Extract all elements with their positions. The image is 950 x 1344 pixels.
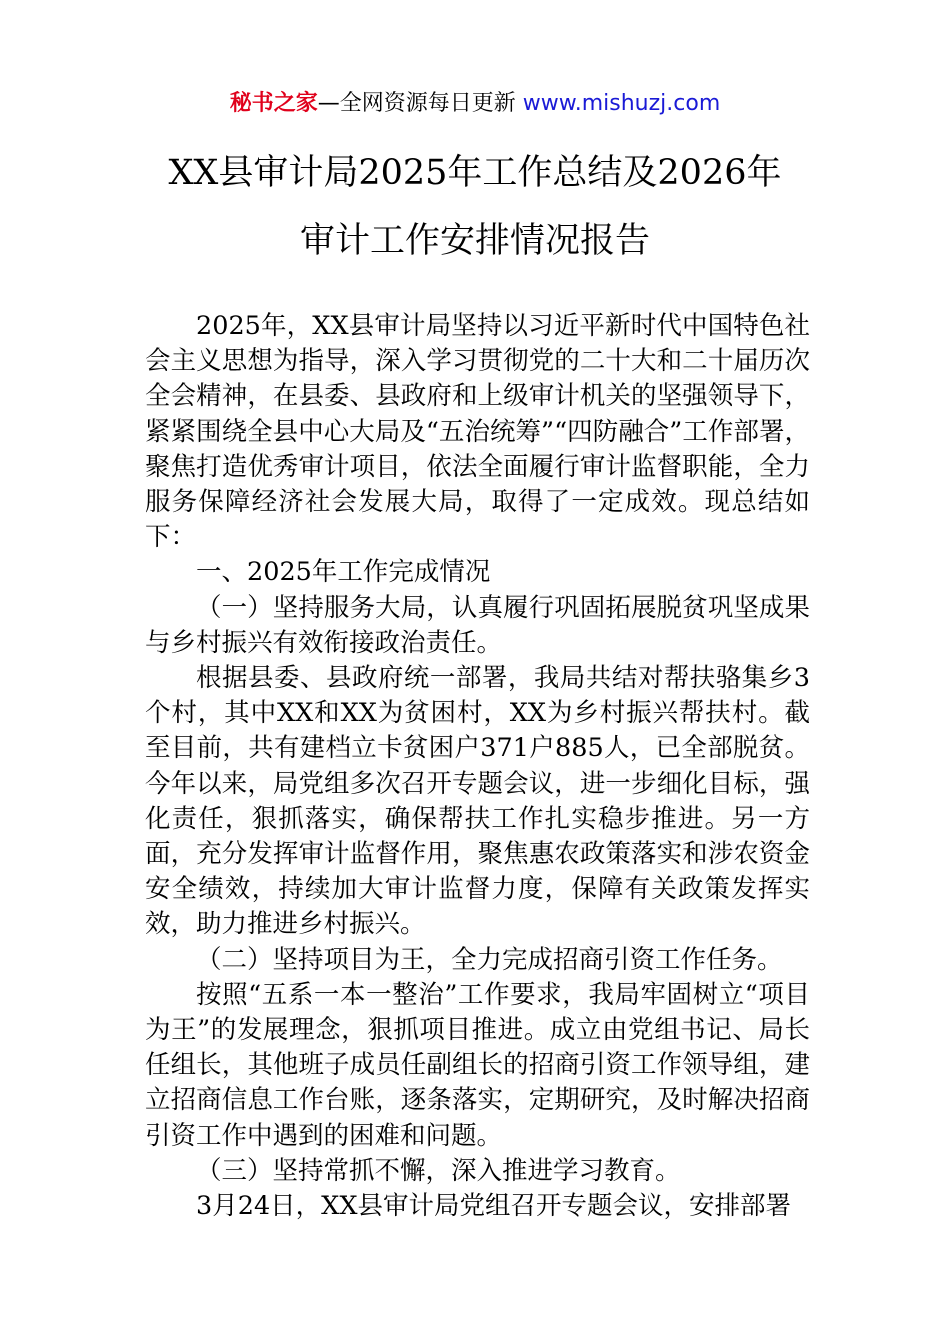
document-title-line-2: 审计工作安排情况报告 [299,221,650,261]
paragraph-study: 3月24日，XX县审计局党组召开专题会议，安排部署 [196,1191,791,1222]
header-brand: 秘书之家 [229,91,318,116]
subsection-heading-2: （二）坚持项目为王，全力完成招商引资工作任务。 [196,944,783,975]
intro-paragraph: 2025年，XX县审计局坚持以习近平新时代中国特色社会主义思想为指导，深入学习贯彻党的二十大和二十届历次全会精神，在县委、县政府和上级审计机关的坚强领导下，紧紧围绕全县中心大局及“五治统筹”“四防融合”工作部署，聚焦打造优秀审计项目，依法全面履行审计监督职能，全力服务保障经济社会发展大局，取得了一定成效。现总结如下： [145,311,810,553]
document-body [145,309,810,1224]
section-heading-1: 一、2025年工作完成情况 [196,557,491,588]
document-title-line-1: XX县审计局2025年工作总结及2026年 [168,153,782,193]
paragraph-investment: 按照“五系一本一整治”工作要求，我局牢固树立“项目为王”的发展理念，狠抓项目推进。成立由党组书记、局长任组长，其他班子成员任副组长的招商引资工作领导组，建立招商信息工作台账，逐条落实，定期研究，及时解决招商引资工作中遇到的困难和问题。 [145,979,810,1151]
paragraph-poverty-alleviation: 根据县委、县政府统一部署，我局共结对帮扶骆集乡3个村，其中XX和XX为贫困村，XX为乡村振兴帮扶村。截至目前，共有建档立卡贫困户371户885人，已全部脱贫。今年以来，局党组多次召开专题会议，进一步细化目标，强化责任，狠抓落实，确保帮扶工作扎实稳步推进。另一方面，充分发挥审计监督作用，聚焦惠农政策落实和涉农资金安全绩效，持续加大审计监督力度，保障有关政策发挥实效，助力推进乡村振兴。 [145,663,810,940]
header-dash: — [317,91,340,116]
header-slogan: 全网资源每日更新 [339,91,516,116]
subsection-heading-1: （一）坚持服务大局，认真履行巩固拓展脱贫巩坚成果与乡村振兴有效衔接政治责任。 [145,592,810,658]
subsection-heading-3: （三）坚持常抓不懈，深入推进学习教育。 [196,1155,681,1186]
header-url-link[interactable]: www.mishuzj.com [522,91,721,116]
site-header [0,86,950,122]
